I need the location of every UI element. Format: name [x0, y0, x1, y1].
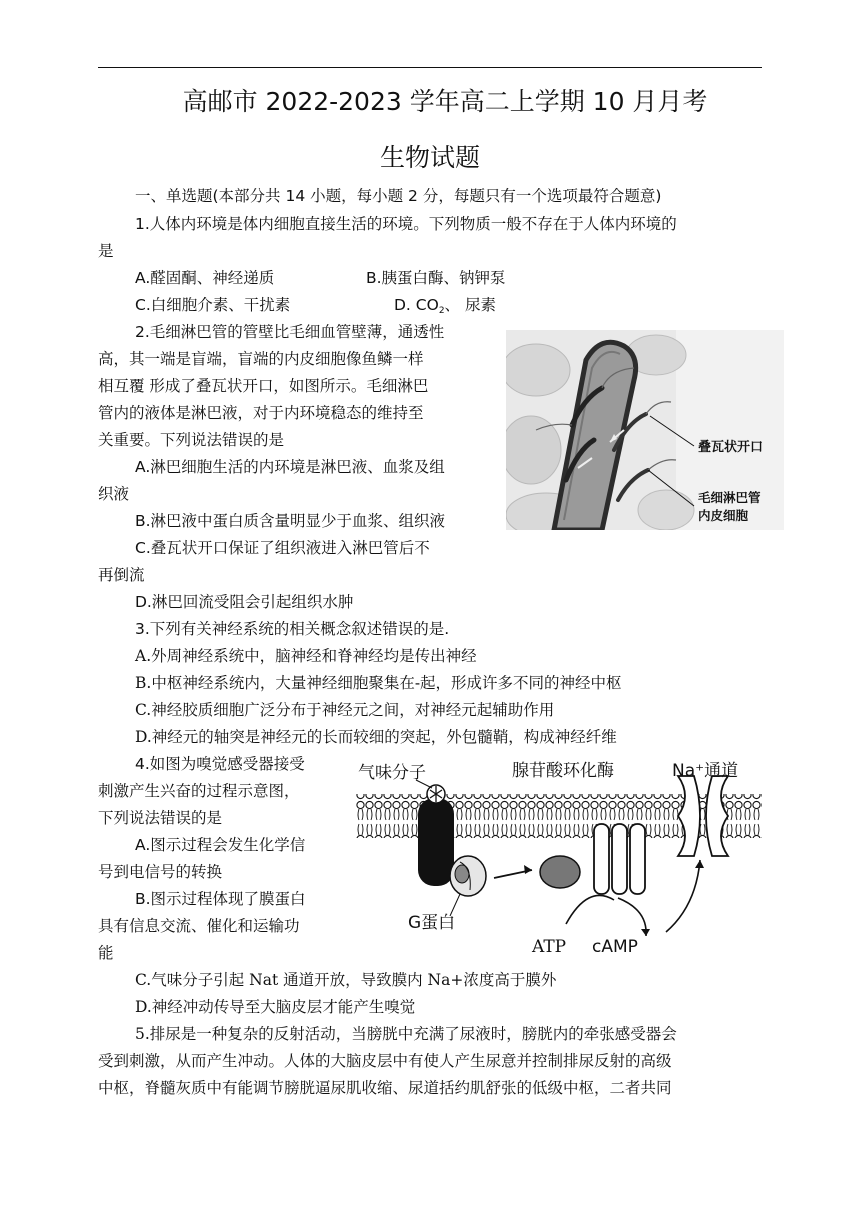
page-subtitle: 生物试题 — [379, 143, 480, 172]
q4-option-a: A.图示过程会发生化学信 — [135, 836, 306, 854]
q5-line-1: 5.排尿是一种复杂的反射活动，当膀胱中充满了尿液时，膀胱内的牵张感受器会 — [135, 1025, 677, 1043]
q2-stem-line-4: 管内的液体是淋巴液，对于内环境稳态的维持至 — [98, 404, 424, 422]
q2-option-a: A.淋巴细胞生活的内环境是淋巴液、血浆及组 — [135, 458, 445, 476]
q4-stem-line-1: 4.如图为嗅觉感受器接受 — [135, 755, 305, 773]
olfactory-membrane-figure — [356, 756, 762, 962]
q5-line-2: 受到刺激，从而产生冲动。人体的大脑皮层中有使人产生尿意并控制排尿反射的高级 — [98, 1052, 672, 1070]
section-heading: 一、单选题(本部分共 14 小题，每小题 2 分，每题只有一个选项最符合题意) — [135, 187, 662, 205]
q2-stem-line-1: 2.毛细淋巴管的管壁比毛细血管壁薄，通透性 — [135, 323, 445, 341]
q4-stem-line-2: 刺激产生兴奋的过程示意图， — [98, 782, 300, 800]
q2-stem-line-2: 高，其一端是盲端，盲端的内皮细胞像鱼鳞一样 — [98, 350, 424, 368]
q2-stem-line-5: 关重要。下列说法错误的是 — [98, 431, 285, 449]
figure-label-endothelial-line-2: 内皮细胞 — [698, 508, 749, 523]
q1-stem-cont: 是 — [98, 242, 114, 260]
q1-option-a: A.醛固酮、神经递质 — [135, 269, 275, 287]
page-title: 高邮市 2022-2023 学年高二上学期 10 月月考 — [182, 87, 708, 116]
g-protein — [450, 856, 486, 896]
q3-stem: 3.下列有关神经系统的相关概念叙述错误的是. — [135, 620, 450, 638]
q2-stem-line-3: 相互覆 形成了叠瓦状开口，如图所示。毛细淋巴 — [98, 377, 429, 395]
q1-option-b: B.胰蛋白酶、钠钾泵 — [366, 269, 506, 287]
q2-option-b: B.淋巴液中蛋白质含量明显少于血浆、组织液 — [135, 512, 446, 530]
q1-stem: 1.人体内环境是体内细胞直接生活的环境。下列物质一般不存在于人体内环境的 — [135, 215, 677, 233]
q3-option-c: C.神经胶质细胞广泛分布于神经元之间，对神经元起辅助作用 — [135, 701, 555, 719]
q4-option-b-cont-1: 具有信息交流、催化和运输功 — [98, 917, 300, 935]
label-camp: cAMP — [592, 937, 638, 957]
q4-option-b: B.图示过程体现了膜蛋白 — [135, 890, 306, 908]
label-odor-molecule: 气味分子 — [358, 763, 426, 783]
label-g-protein: G蛋白 — [408, 913, 456, 933]
label-na-channel: Na⁺通道 — [672, 761, 739, 781]
q2-option-c: C.叠瓦状开口保证了组织液进入淋巴管后不 — [135, 539, 430, 557]
adenylate-cyclase — [594, 824, 645, 894]
q1-option-c: C.白细胞介素、干扰素 — [135, 296, 291, 314]
q3-option-b: B.中枢神经系统内，大量神经细胞聚集在-起，形成许多不同的神经中枢 — [135, 674, 622, 692]
figure-label-opening: 叠瓦状开口 — [698, 440, 764, 455]
q2-option-c-cont: 再倒流 — [98, 566, 145, 584]
q4-stem-line-3: 下列说法错误的是 — [98, 809, 223, 827]
figure-label-endothelial-line-1: 毛细淋巴管 — [698, 490, 761, 505]
q3-option-d: D.神经元的轴突是神经元的长而较细的突起，外包髓鞘，构成神经纤维 — [135, 728, 617, 746]
q4-option-d: D.神经冲动传导至大脑皮层才能产生嗅觉 — [135, 998, 416, 1016]
q4-option-c: C.气味分子引起 Nat 通道开放，导致膜内 Na+浓度高于膜外 — [135, 971, 557, 989]
q4-option-a-cont: 号到电信号的转换 — [98, 863, 223, 881]
q4-option-b-cont-2: 能 — [98, 944, 114, 962]
lymph-capillary-figure — [506, 330, 784, 530]
q5-line-3: 中枢，脊髓灰质中有能调节膀胱逼尿肌收缩、尿道括约肌舒张的低级中枢，二者共同 — [98, 1079, 672, 1097]
q1-option-d: D. $CO_2$、 尿素 — [394, 296, 496, 316]
q2-option-a-cont: 织液 — [98, 485, 130, 503]
label-atp: ATP — [532, 937, 567, 957]
label-adenylate-cyclase: 腺苷酸环化酶 — [512, 761, 614, 781]
top-rule — [98, 67, 762, 68]
odor-receptor — [418, 798, 454, 886]
q2-option-d: D.淋巴回流受阻会引起组织水肿 — [135, 593, 354, 611]
q3-option-a: A.外周神经系统中，脑神经和脊神经均是传出神经 — [135, 647, 477, 665]
